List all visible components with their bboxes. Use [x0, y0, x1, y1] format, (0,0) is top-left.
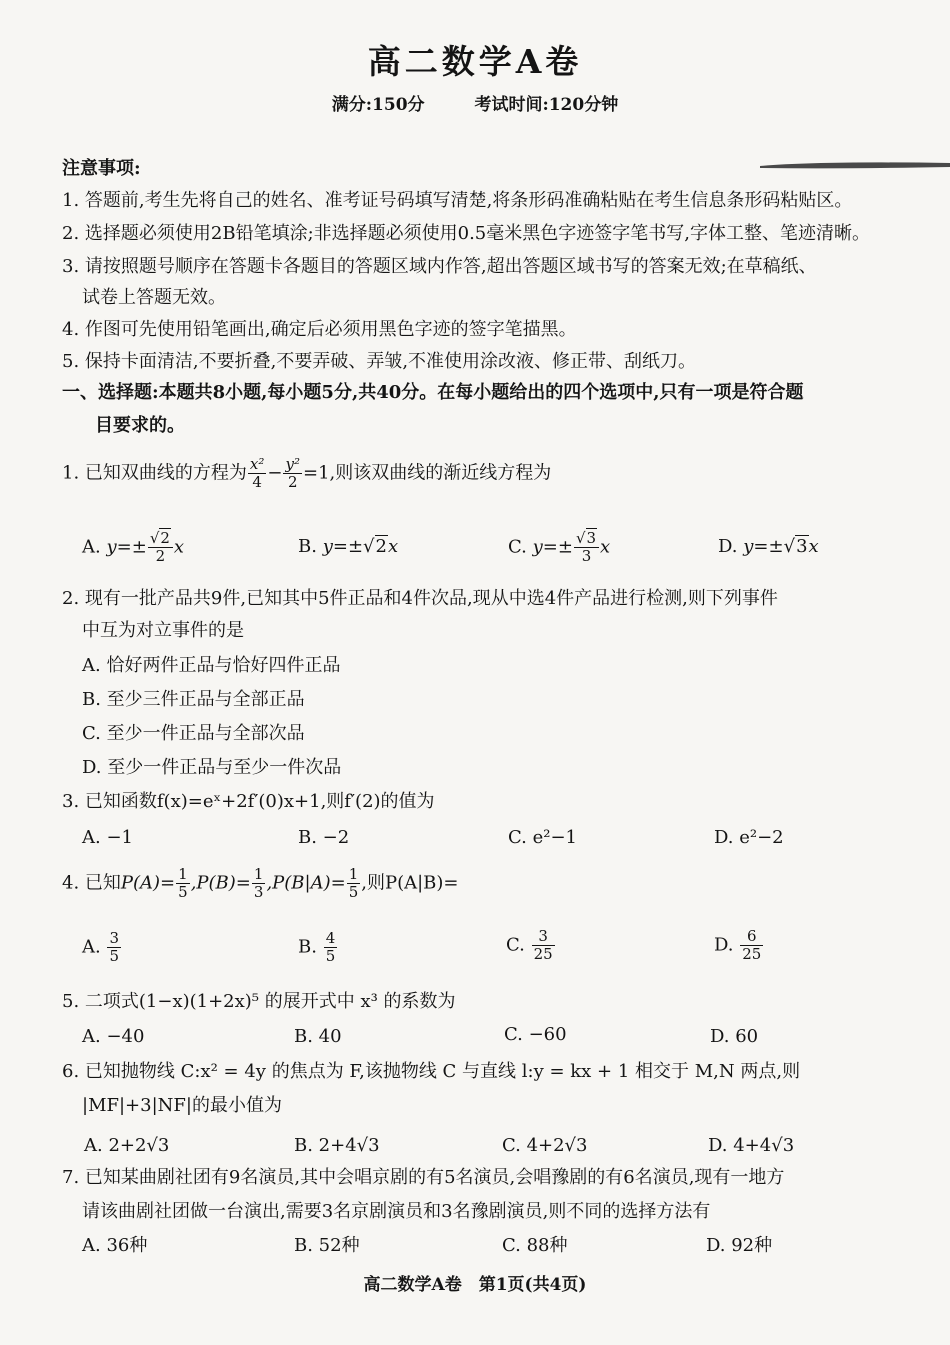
question-4-option-d: D. $\frac{6}{25}$	[714, 927, 762, 963]
notice-item-3-cont: 试卷上答题无效。	[82, 287, 226, 308]
notice-heading: 注意事项:	[62, 158, 141, 179]
notice-item-3: 3. 请按照题号顺序在答题卡各题目的答题区域内作答,超出答题区域书写的答案无效;在草稿纸、	[62, 256, 817, 277]
fraction: $\frac{\text{y²}}{2}$	[285, 455, 300, 491]
question-5-option-b: B. 40	[294, 1026, 342, 1047]
question-2-option-a: A. 恰好两件正品与恰好四件正品	[82, 655, 341, 676]
question-2-stem: 2. 现有一批产品共9件,已知其中5件正品和4件次品,现从中选4件产品进行检测,则下列事件	[62, 588, 778, 609]
question-1-option-d: D. y=±√3x	[718, 536, 819, 557]
question-2-option-b: B. 至少三件正品与全部正品	[82, 689, 305, 710]
question-7-option-b: B. 52种	[294, 1235, 360, 1256]
question-7-option-c: C. 88种	[502, 1235, 568, 1256]
question-5-stem: 5. 二项式(1−x)(1+2x)⁵ 的展开式中 x³ 的系数为	[62, 991, 456, 1012]
question-1-option-a: A. y=± $\frac{√2}{2}$ x	[82, 529, 185, 565]
question-5-option-d: D. 60	[710, 1026, 759, 1047]
question-4-option-b: B. $\frac{4}{5}$	[298, 929, 336, 965]
notice-item-5: 5. 保持卡面清洁,不要折叠,不要弄破、弄皱,不准使用涂改液、修正带、刮纸刀。	[62, 351, 697, 372]
exam-title: 高二数学A卷	[367, 42, 583, 81]
question-3-option-b: B. −2	[298, 827, 350, 848]
notice-item-4: 4. 作图可先使用铅笔画出,确定后必须用黑色字迹的签字笔描黑。	[62, 319, 577, 340]
question-7-stem: 7. 已知某曲剧社团有9名演员,其中会唱京剧的有5名演员,会唱豫剧的有6名演员,现有一地方	[62, 1167, 785, 1188]
question-4-option-c: C. $\frac{3}{25}$	[506, 927, 553, 963]
page-footer: 高二数学A卷 第1页(共4页)	[363, 1275, 587, 1295]
exam-time: 考试时间:120分钟	[474, 95, 619, 115]
question-3-option-a: A. −1	[82, 827, 133, 848]
question-3-option-c: C. e²−1	[508, 827, 577, 848]
notice-item-2: 2. 选择题必须使用2B铅笔填涂;非选择题必须使用0.5毫米黑色字迹签字笔书写,字体工整、笔迹清晰。	[62, 223, 870, 244]
full-score: 满分:150分	[331, 95, 425, 115]
question-2-option-c: C. 至少一件正品与全部次品	[82, 723, 305, 744]
question-6-option-b: B. 2+4√3	[294, 1135, 380, 1156]
question-3-option-d: D. e²−2	[714, 827, 784, 848]
question-6-stem: 6. 已知抛物线 C:x² = 4y 的焦点为 F,该抛物线 C 与直线 l:y = kx + 1 相交于 M,N 两点,则	[62, 1061, 801, 1082]
scan-smudge	[760, 160, 950, 170]
question-5-option-c: C. −60	[504, 1024, 567, 1045]
section-1-heading: 一、选择题:本题共8小题,每小题5分,共40分。在每小题给出的四个选项中,只有一项是符合题	[62, 382, 804, 403]
question-4-option-a: A. $\frac{3}{5}$	[82, 929, 120, 965]
question-6-stem-cont: |MF|+3|NF|的最小值为	[82, 1095, 282, 1116]
question-1-stem: 1. 已知双曲线的方程为 $\frac{\text{x²}}{4}$ − $\frac{\text{y²}}{2}$ =1,则该双曲线的渐近线方程为	[62, 455, 552, 491]
question-7-option-a: A. 36种	[82, 1235, 148, 1256]
exam-meta	[0, 90, 950, 115]
question-2-option-d: D. 至少一件正品与至少一件次品	[82, 757, 342, 778]
fraction: $\frac{\text{x²}}{4}$	[249, 455, 265, 491]
question-4-stem: 4. 已知P(A)= $\frac{1}{5}$ ,P(B)= $\frac{1}{3}$ ,P(B|A)= $\frac{1}{5}$ ,则P(A|B)=	[62, 865, 459, 901]
question-6-option-a: A. 2+2√3	[84, 1135, 170, 1156]
question-1-option-b: B. y=±√2x	[298, 536, 399, 557]
question-6-option-c: C. 4+2√3	[502, 1135, 588, 1156]
question-5-option-a: A. −40	[82, 1026, 145, 1047]
question-3-stem: 3. 已知函数f(x)=eˣ+2f′(0)x+1,则f′(2)的值为	[62, 791, 435, 812]
notice-item-1: 1. 答题前,考生先将自己的姓名、准考证号码填写清楚,将条形码准确粘贴在考生信息条形码粘贴区。	[62, 190, 853, 211]
question-2-stem-cont: 中互为对立事件的是	[82, 620, 244, 641]
question-6-option-d: D. 4+4√3	[708, 1135, 795, 1156]
question-7-stem-cont: 请该曲剧社团做一台演出,需要3名京剧演员和3名豫剧演员,则不同的选择方法有	[82, 1201, 711, 1222]
section-1-heading-cont: 目要求的。	[95, 415, 185, 436]
question-7-option-d: D. 92种	[706, 1235, 773, 1256]
question-1-option-c: C. y=± $\frac{√3}{3}$ x	[508, 529, 611, 565]
